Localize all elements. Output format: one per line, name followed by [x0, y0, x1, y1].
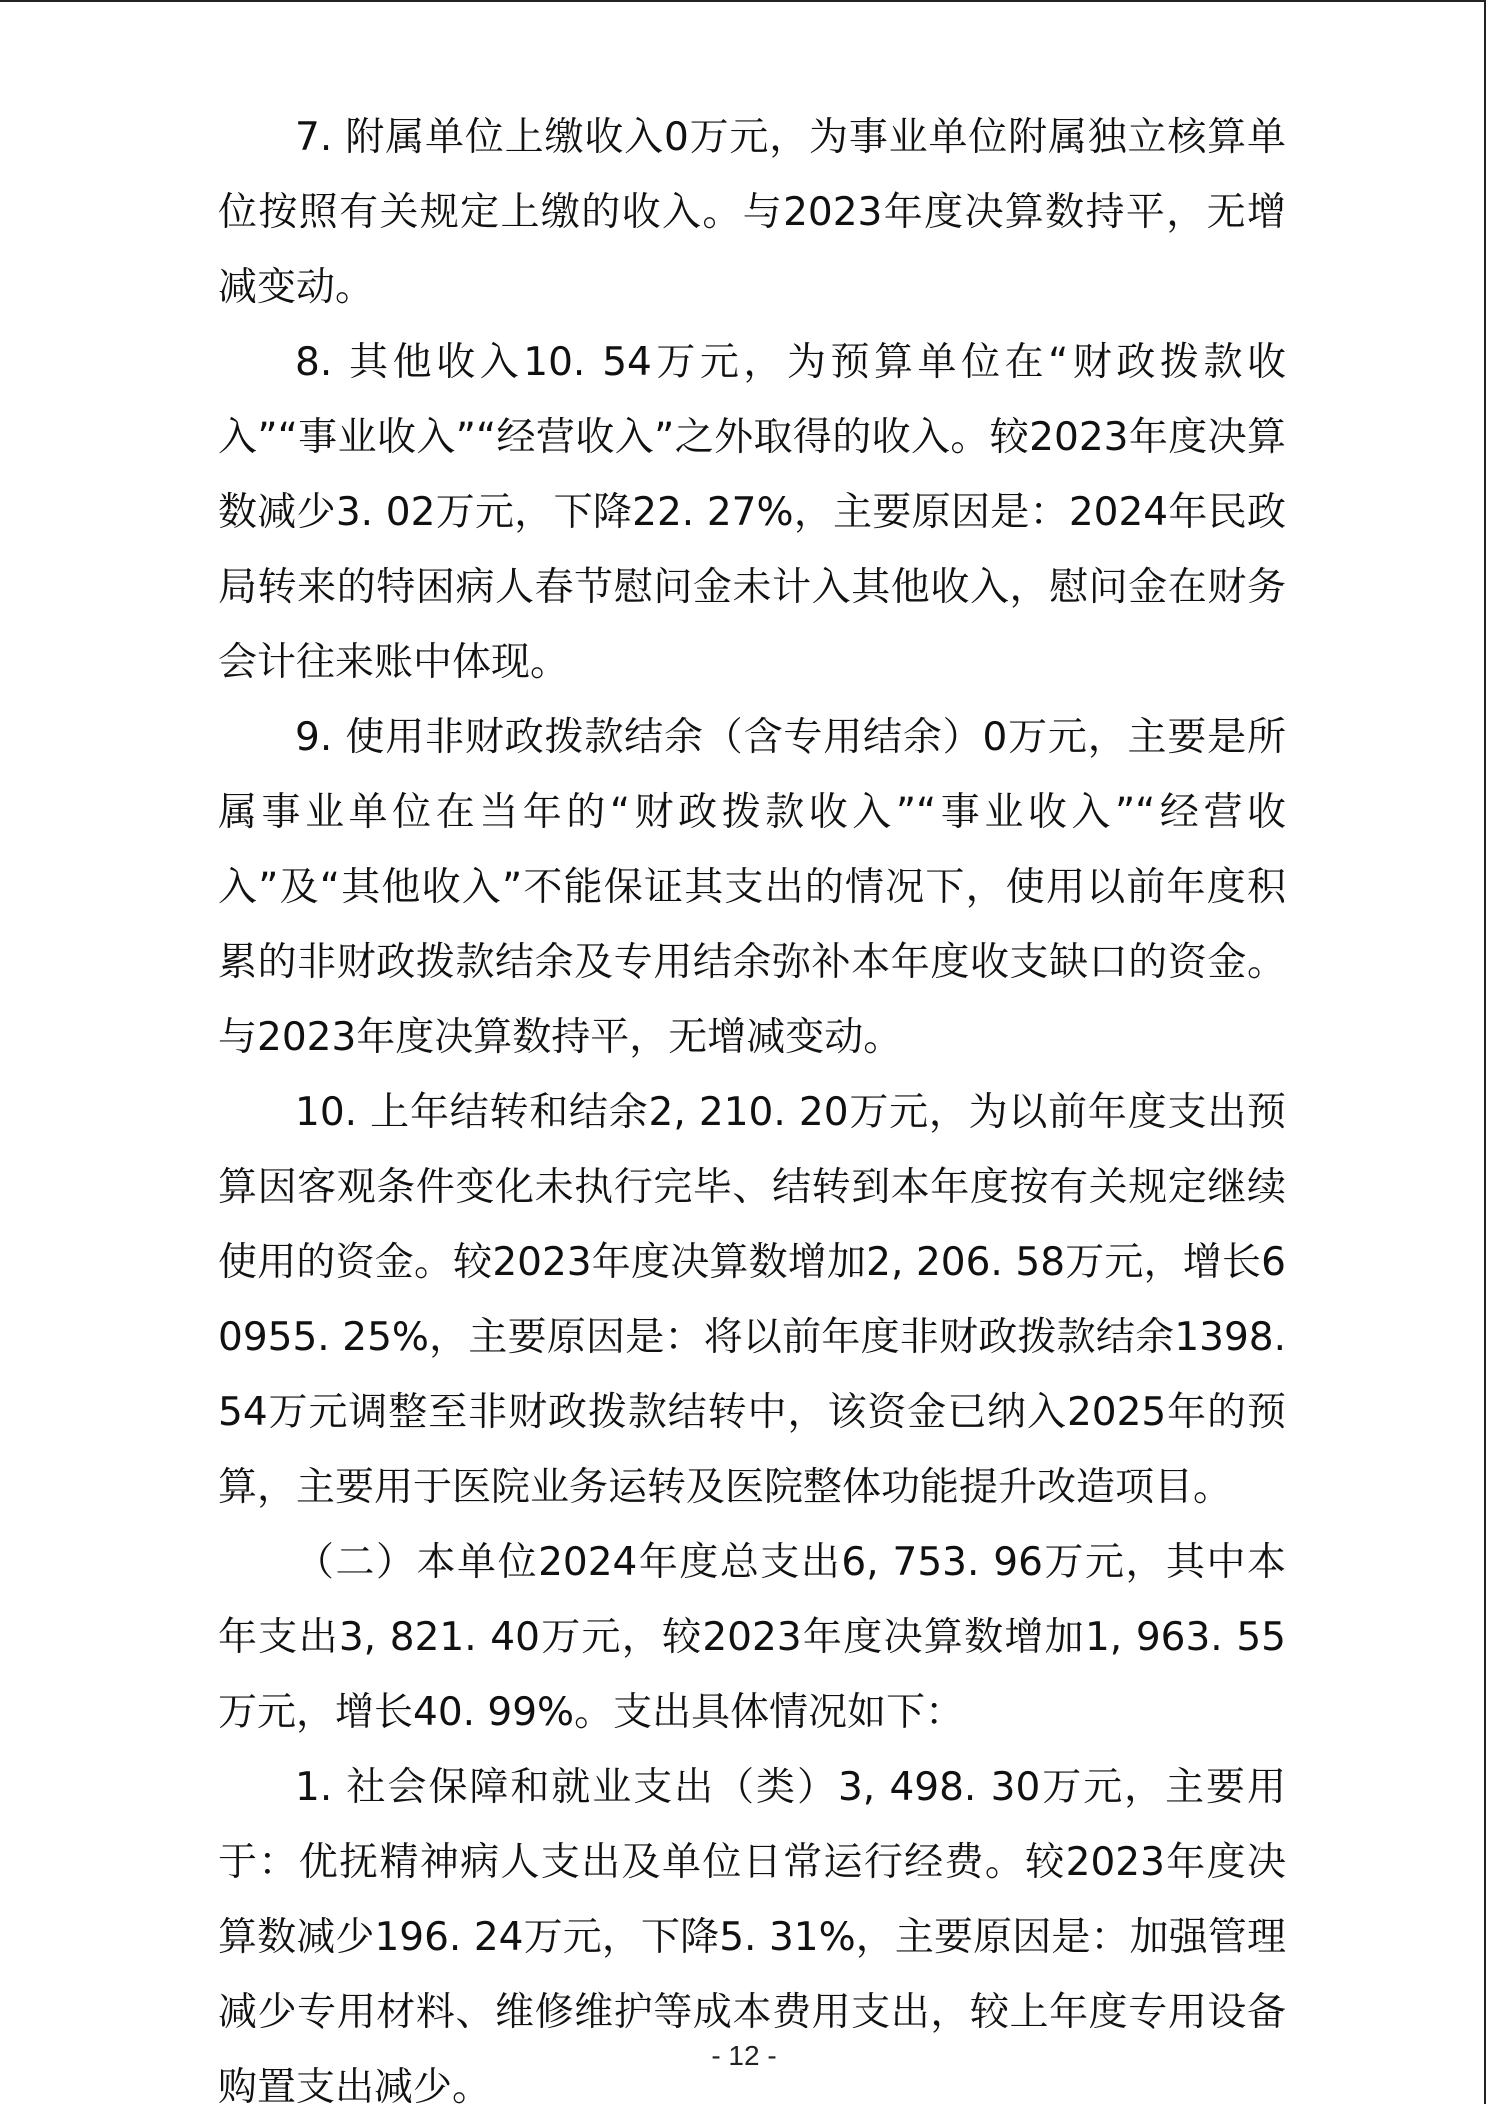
page-number: - 12 - — [711, 2040, 777, 2071]
document-body — [218, 100, 1286, 2125]
paragraph-item-7: 7. 附属单位上缴收入0万元，为事业单位附属独立核算单位按照有关规定上缴的收入。与2023年度决算数持平，无增减变动。 — [218, 115, 1286, 310]
paragraph-section-expenditure: （二）本单位2024年度总支出6, 753. 96万元，其中本年支出3, 821. 40万元，较2023年度决算数增加1, 963. 55万元，增长40. 99%。支出具体情况如下： — [218, 1540, 1286, 1735]
paragraph-item-10: 10. 上年结转和结余2, 210. 20万元，为以前年度支出预算因客观条件变化未执行完毕、结转到本年度按有关规定继续使用的资金。较2023年度决算数增加2, 206. 58万元，增长60955. 25%，主要原因是：将以前年度非财政拨款结余1398. 54万元调整至非财政拨款结转中，该资金已纳入2025年的预算，主要用于医院业务运转及医院整体功能提升改造项目。 — [218, 1090, 1286, 1510]
paragraph-item-8: 8. 其他收入10. 54万元，为预算单位在“财政拨款收入”“事业收入”“经营收入”之外取得的收入。较2023年度决算数减少3. 02万元，下降22. 27%，主要原因是：2024年民政局转来的特困病人春节慰问金未计入其他收入，慰问金在财务会计往来账中体现。 — [218, 340, 1286, 685]
paragraph-expenditure-item-1: 1. 社会保障和就业支出（类）3, 498. 30万元，主要用于：优抚精神病人支出及单位日常运行经费。较2023年度决算数减少196. 24万元，下降5. 31%，主要原因是：加强管理减少专用材料、维修维护等成本费用支出，较上年度专用设备购置支出减少。 — [218, 1765, 1286, 2110]
paragraph-item-9: 9. 使用非财政拨款结余（含专用结余）0万元，主要是所属事业单位在当年的“财政拨款收入”“事业收入”“经营收入”及“其他收入”不能保证其支出的情况下，使用以前年度积累的非财政拨款结余及专用结余弥补本年度收支缺口的资金。与2023年度决算数持平，无增减变动。 — [218, 715, 1286, 1060]
